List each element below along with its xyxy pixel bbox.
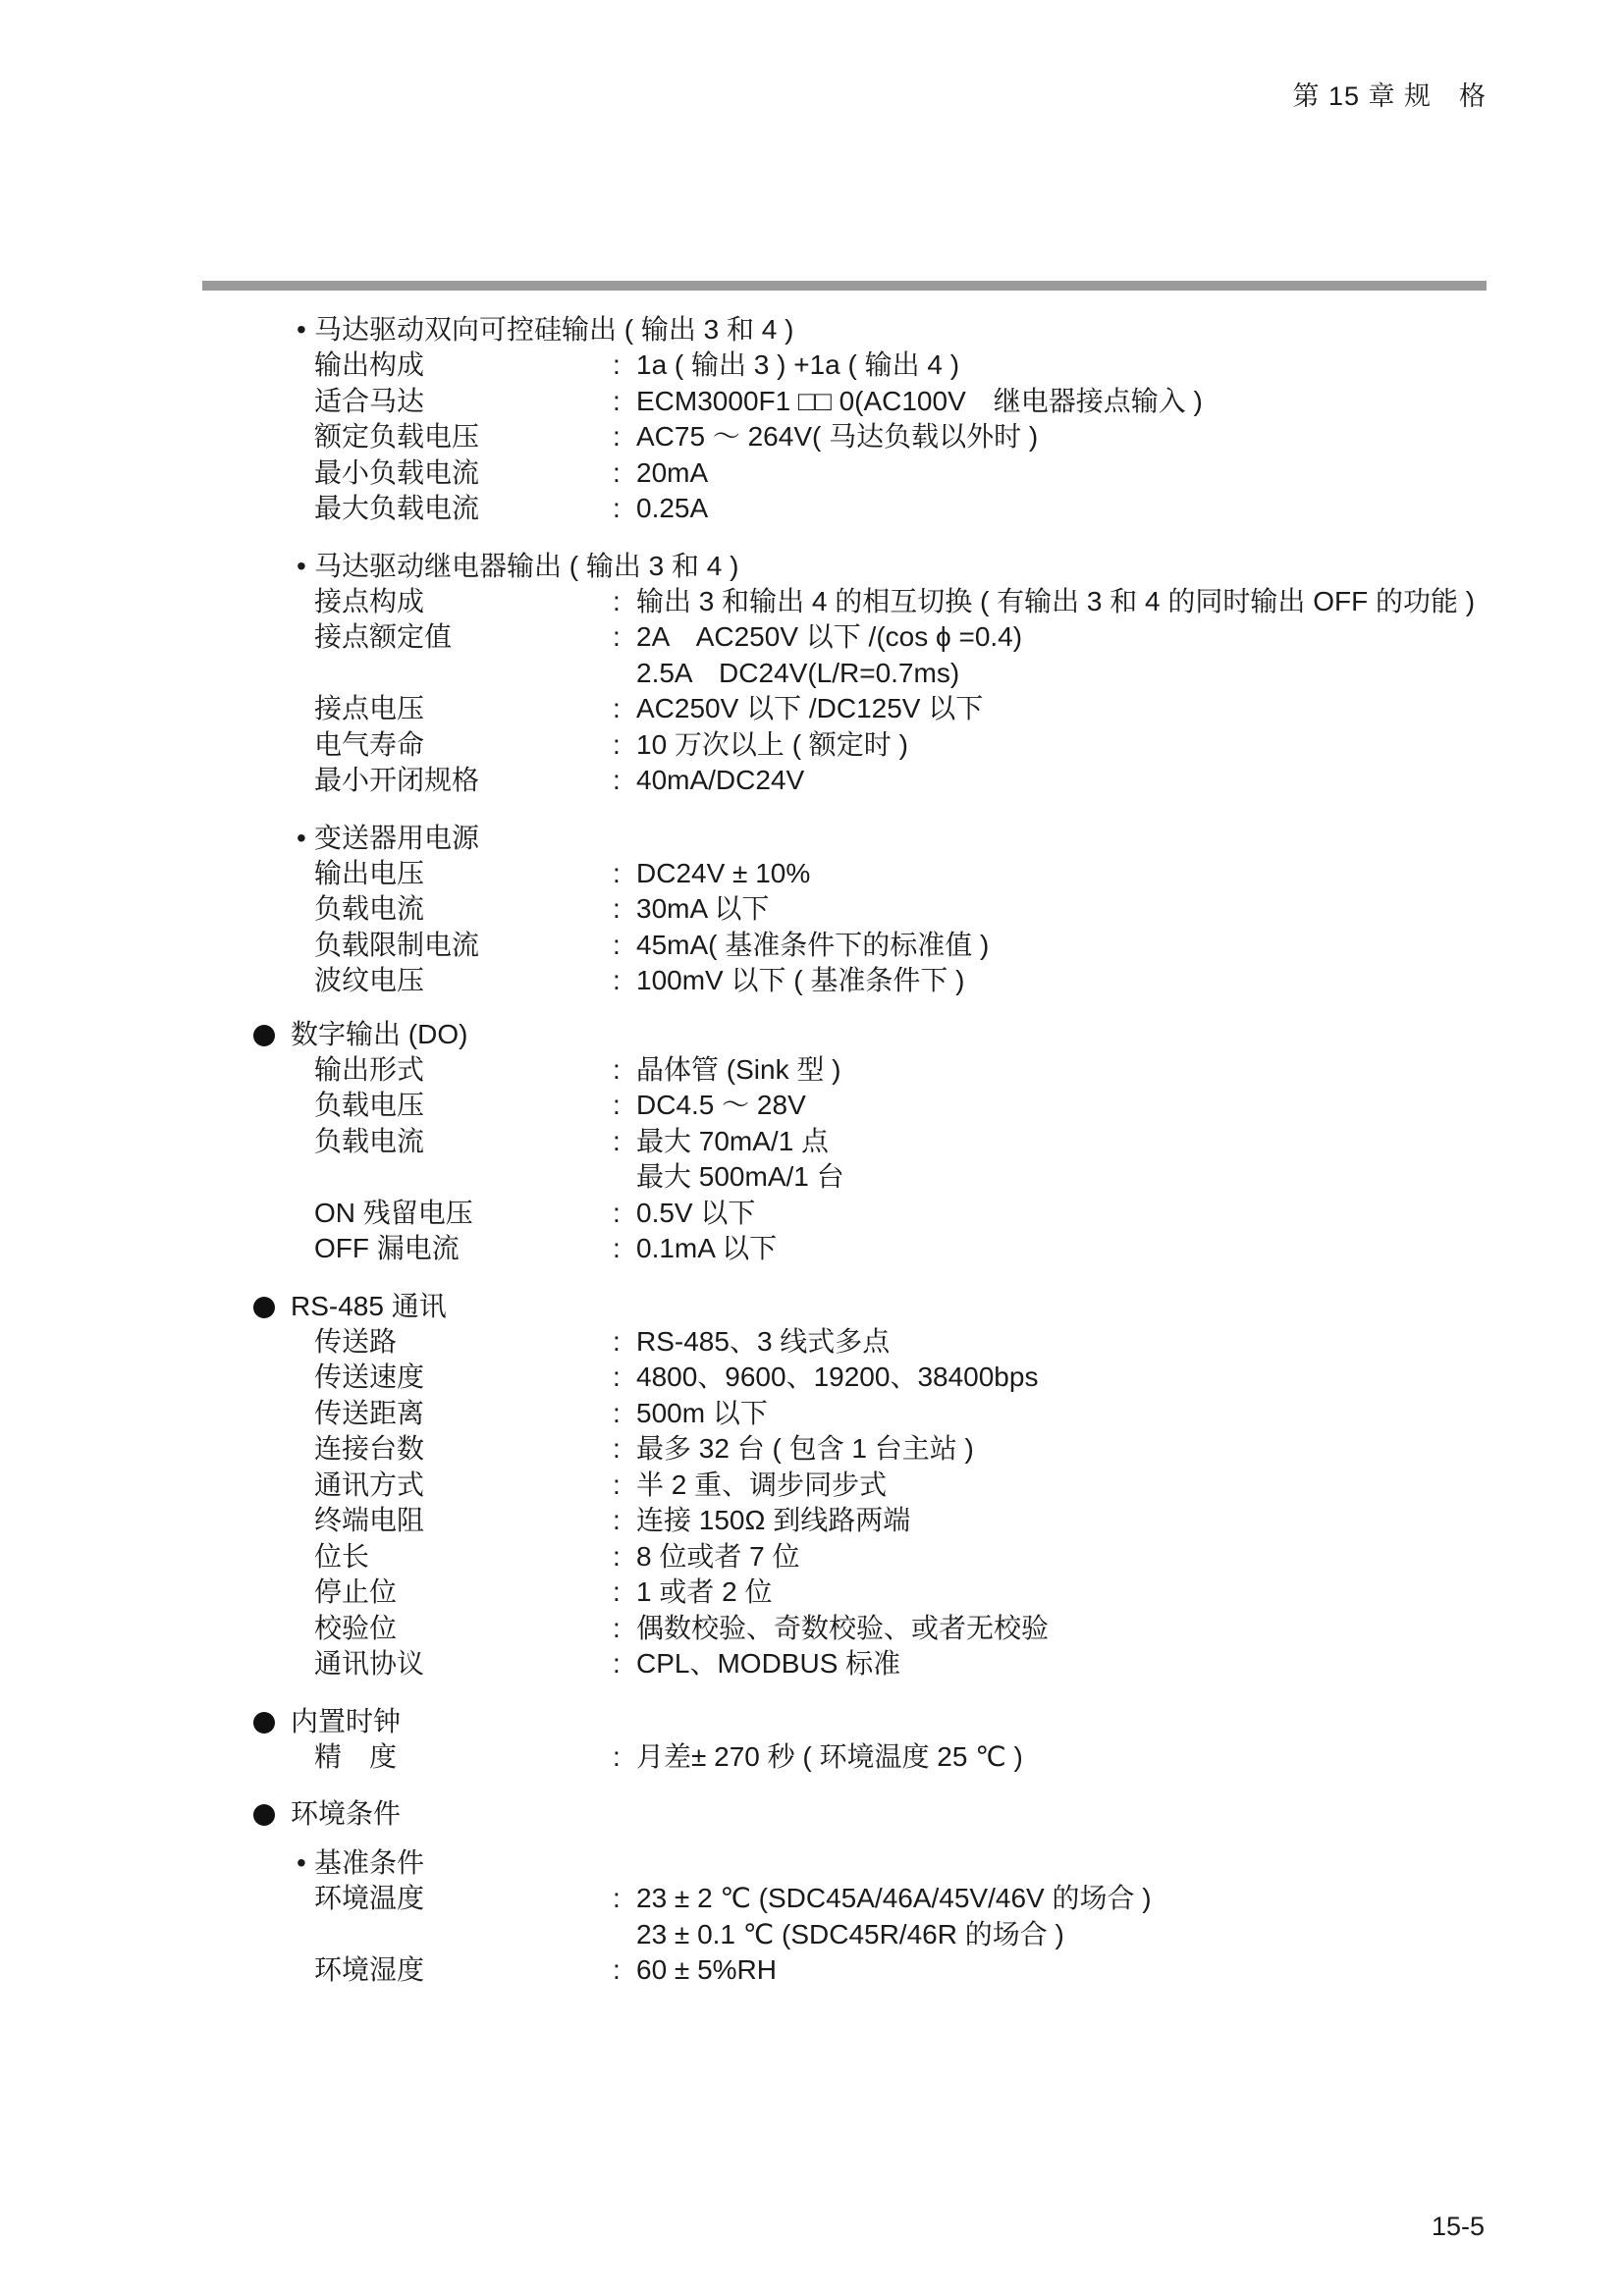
spec-value-line: 输出 3 和输出 4 的相互切换 ( 有输出 3 和 4 的同时输出 OFF 的功能 ) bbox=[636, 585, 1476, 616]
spec-value-line: 45mA( 基准条件下的标准值 ) bbox=[636, 929, 990, 960]
bullet-small-icon: • bbox=[297, 550, 306, 581]
spec-row bbox=[0, 1539, 1624, 1575]
spec-value-line: 23 ± 0.1 ℃ (SDC45R/46R 的场合 ) bbox=[636, 1918, 1064, 1949]
spec-label: 输出电压 bbox=[314, 857, 425, 888]
spec-row bbox=[0, 1468, 1624, 1504]
spec-label: 精 度 bbox=[314, 1740, 398, 1772]
spec-label: ON 残留电压 bbox=[314, 1197, 473, 1228]
spec-value bbox=[636, 727, 1624, 764]
spec-value bbox=[636, 1431, 1624, 1468]
bullet-small-icon: • bbox=[297, 1847, 306, 1878]
section-gap bbox=[0, 527, 1624, 549]
spec-value bbox=[636, 891, 1624, 928]
section-title: 内置时钟 bbox=[291, 1705, 402, 1736]
spec-row bbox=[0, 727, 1624, 764]
section-gap bbox=[0, 999, 1624, 1017]
main-section-heading bbox=[0, 1796, 1624, 1832]
spec-value-line: 100mV 以下 ( 基准条件下 ) bbox=[636, 965, 965, 995]
spec-value-line: 0.1mA 以下 bbox=[636, 1233, 778, 1263]
spec-label: 负载电流 bbox=[314, 893, 425, 924]
sub-section bbox=[0, 312, 1624, 527]
spec-value bbox=[636, 1739, 1624, 1776]
spec-value bbox=[636, 455, 1624, 492]
spec-value-line: 8 位或者 7 位 bbox=[636, 1540, 800, 1572]
spec-value bbox=[636, 1468, 1624, 1504]
spec-value-line: 20mA bbox=[636, 456, 709, 488]
spec-label: 环境温度 bbox=[314, 1883, 425, 1913]
spec-value bbox=[636, 691, 1624, 727]
spec-label: 接点电压 bbox=[314, 693, 425, 723]
section-title: 马达驱动双向可控硅输出 ( 输出 3 和 4 ) bbox=[314, 314, 794, 345]
spec-row bbox=[0, 963, 1624, 999]
spec-row bbox=[0, 928, 1624, 964]
spec-value-line: 500m 以下 bbox=[636, 1397, 768, 1428]
spec-value-line: 2.5A DC24V(L/R=0.7ms) bbox=[636, 657, 960, 688]
sub-section bbox=[0, 821, 1624, 999]
spec-value bbox=[636, 856, 1624, 892]
spec-colon: : bbox=[613, 585, 621, 616]
main-section bbox=[0, 1704, 1624, 1776]
spec-row bbox=[0, 1575, 1624, 1611]
spec-colon: : bbox=[613, 493, 621, 523]
spec-value bbox=[636, 1646, 1624, 1682]
spec-value-line: 半 2 重、调步同步式 bbox=[636, 1468, 888, 1500]
spec-content bbox=[0, 312, 1624, 1989]
spec-row bbox=[0, 1503, 1624, 1539]
spec-label: OFF 漏电流 bbox=[314, 1233, 460, 1263]
section-title: 环境条件 bbox=[291, 1798, 402, 1829]
spec-row bbox=[0, 1124, 1624, 1196]
spec-label: 传送速度 bbox=[314, 1362, 425, 1392]
spec-label: 负载电流 bbox=[314, 1125, 425, 1156]
spec-value bbox=[636, 584, 1624, 620]
section-gap bbox=[0, 1267, 1624, 1289]
spec-colon: : bbox=[613, 1883, 621, 1913]
spec-label: 波纹电压 bbox=[314, 965, 425, 995]
spec-value-line: 月差± 270 秒 ( 环境温度 25 ℃ ) bbox=[636, 1740, 1023, 1772]
spec-value bbox=[636, 1360, 1624, 1396]
sub-section-heading bbox=[0, 312, 1624, 347]
spec-value-line: 最大 70mA/1 点 bbox=[636, 1125, 830, 1156]
spec-value-line: 1a ( 输出 3 ) +1a ( 输出 4 ) bbox=[636, 349, 960, 380]
spec-row bbox=[0, 891, 1624, 928]
spec-value-line: DC24V ± 10% bbox=[636, 857, 811, 888]
spec-value-line: 30mA 以下 bbox=[636, 893, 770, 924]
spec-colon: : bbox=[613, 1648, 621, 1679]
spec-colon: : bbox=[613, 1540, 621, 1572]
spec-value-line: RS-485、3 线式多点 bbox=[636, 1325, 891, 1357]
spec-colon: : bbox=[613, 765, 621, 795]
spec-colon: : bbox=[613, 1090, 621, 1120]
spec-row bbox=[0, 1231, 1624, 1267]
spec-label: 传送路 bbox=[314, 1325, 398, 1357]
spec-row bbox=[0, 491, 1624, 527]
spec-colon: : bbox=[613, 893, 621, 924]
main-section-heading bbox=[0, 1017, 1624, 1052]
spec-label: 接点额定值 bbox=[314, 621, 453, 652]
spec-row bbox=[0, 584, 1624, 620]
spec-row bbox=[0, 347, 1624, 384]
spec-colon: : bbox=[613, 349, 621, 380]
spec-colon: : bbox=[613, 1505, 621, 1535]
spec-colon: : bbox=[613, 728, 621, 760]
sub-section bbox=[0, 1845, 1624, 1989]
sub-section-heading bbox=[0, 821, 1624, 856]
spec-colon: : bbox=[613, 1576, 621, 1607]
spec-value-line: 最多 32 台 ( 包含 1 台主站 ) bbox=[636, 1433, 974, 1464]
spec-value bbox=[636, 1231, 1624, 1267]
spec-value-line: 4800、9600、19200、38400bps bbox=[636, 1362, 1039, 1392]
main-section bbox=[0, 1796, 1624, 1832]
top-rule bbox=[202, 281, 1487, 291]
main-section-heading bbox=[0, 1704, 1624, 1739]
spec-colon: : bbox=[613, 1433, 621, 1464]
spec-colon: : bbox=[613, 1468, 621, 1500]
spec-colon: : bbox=[613, 1740, 621, 1772]
spec-value-line: 晶体管 (Sink 型 ) bbox=[636, 1053, 841, 1085]
spec-value-line: DC4.5 ～ 28V bbox=[636, 1090, 806, 1120]
spec-value bbox=[636, 1952, 1624, 1989]
spec-value bbox=[636, 1396, 1624, 1432]
spec-value bbox=[636, 347, 1624, 384]
spec-label: 负载电压 bbox=[314, 1090, 425, 1120]
spec-value bbox=[636, 491, 1624, 527]
spec-value-line: 60 ± 5%RH bbox=[636, 1954, 777, 1985]
spec-value bbox=[636, 1196, 1624, 1232]
spec-value bbox=[636, 619, 1624, 691]
spec-colon: : bbox=[613, 456, 621, 488]
spec-colon: : bbox=[613, 1362, 621, 1392]
spec-row bbox=[0, 1952, 1624, 1989]
spec-label: 最小负载电流 bbox=[314, 456, 480, 488]
spec-value-line: ECM3000F1 □□ 0(AC100V 继电器接点输入 ) bbox=[636, 385, 1203, 416]
spec-row bbox=[0, 763, 1624, 799]
spec-row bbox=[0, 1052, 1624, 1089]
spec-value bbox=[636, 963, 1624, 999]
bullet-dot-icon bbox=[253, 1297, 275, 1318]
spec-row bbox=[0, 691, 1624, 727]
spec-row bbox=[0, 1088, 1624, 1124]
spec-value bbox=[636, 1124, 1624, 1196]
section-gap bbox=[0, 1775, 1624, 1796]
spec-colon: : bbox=[613, 1053, 621, 1085]
spec-row bbox=[0, 1646, 1624, 1682]
spec-row bbox=[0, 1881, 1624, 1952]
sub-section bbox=[0, 549, 1624, 799]
section-title: 基准条件 bbox=[314, 1847, 425, 1878]
spec-row bbox=[0, 619, 1624, 691]
bullet-dot-icon bbox=[253, 1804, 275, 1826]
spec-value bbox=[636, 1503, 1624, 1539]
spec-colon: : bbox=[613, 421, 621, 452]
spec-row bbox=[0, 1324, 1624, 1361]
spec-label: 校验位 bbox=[314, 1612, 398, 1643]
spec-value bbox=[636, 763, 1624, 799]
spec-label: 接点构成 bbox=[314, 585, 425, 616]
spec-label: 输出形式 bbox=[314, 1053, 425, 1085]
section-title: RS-485 通讯 bbox=[291, 1290, 447, 1321]
spec-value-line: CPL、MODBUS 标准 bbox=[636, 1648, 901, 1679]
spec-colon: : bbox=[613, 929, 621, 960]
spec-row bbox=[0, 1431, 1624, 1468]
spec-label: 通讯方式 bbox=[314, 1468, 425, 1500]
bullet-dot-icon bbox=[253, 1712, 275, 1734]
spec-row bbox=[0, 384, 1624, 420]
page-number: 15-5 bbox=[1431, 2212, 1485, 2241]
spec-label: 环境湿度 bbox=[314, 1954, 425, 1985]
spec-label: 位长 bbox=[314, 1540, 370, 1572]
spec-label: 连接台数 bbox=[314, 1433, 425, 1464]
spec-label: 最小开闭规格 bbox=[314, 765, 480, 795]
spec-row bbox=[0, 1196, 1624, 1232]
spec-colon: : bbox=[613, 621, 621, 652]
spec-colon: : bbox=[613, 693, 621, 723]
spec-row bbox=[0, 1360, 1624, 1396]
sub-section-heading bbox=[0, 549, 1624, 584]
spec-label: 传送距离 bbox=[314, 1397, 425, 1428]
spec-value-line: 1 或者 2 位 bbox=[636, 1576, 773, 1607]
spec-value bbox=[636, 1539, 1624, 1575]
spec-value-line: 连接 150Ω 到线路两端 bbox=[636, 1505, 911, 1535]
bullet-small-icon: • bbox=[297, 314, 306, 345]
spec-value-line: 最大 500mA/1 台 bbox=[636, 1161, 844, 1192]
spec-label: 电气寿命 bbox=[314, 728, 425, 760]
spec-value bbox=[636, 1052, 1624, 1089]
spec-value-line: 23 ± 2 ℃ (SDC45A/46A/45V/46V 的场合 ) bbox=[636, 1883, 1152, 1913]
spec-row bbox=[0, 1611, 1624, 1647]
spec-value bbox=[636, 384, 1624, 420]
spec-colon: : bbox=[613, 1397, 621, 1428]
spec-label: 终端电阻 bbox=[314, 1505, 425, 1535]
spec-row bbox=[0, 856, 1624, 892]
sub-section-heading bbox=[0, 1845, 1624, 1881]
spec-colon: : bbox=[613, 385, 621, 416]
section-title: 数字输出 (DO) bbox=[291, 1018, 468, 1049]
main-section bbox=[0, 1017, 1624, 1267]
spec-label: 适合马达 bbox=[314, 385, 425, 416]
section-gap bbox=[0, 1682, 1624, 1704]
spec-row bbox=[0, 1739, 1624, 1776]
spec-colon: : bbox=[613, 857, 621, 888]
spec-label: 停止位 bbox=[314, 1576, 398, 1607]
spec-value bbox=[636, 928, 1624, 964]
spec-label: 通讯协议 bbox=[314, 1648, 425, 1679]
spec-value-line: 偶数校验、奇数校验、或者无校验 bbox=[636, 1612, 1050, 1643]
spec-label: 额定负载电压 bbox=[314, 421, 480, 452]
spec-colon: : bbox=[613, 1233, 621, 1263]
spec-value bbox=[636, 1088, 1624, 1124]
spec-value bbox=[636, 1575, 1624, 1611]
spec-value-line: AC250V 以下 /DC125V 以下 bbox=[636, 693, 984, 723]
spec-value-line: 40mA/DC24V bbox=[636, 765, 805, 795]
bullet-dot-icon bbox=[253, 1025, 275, 1046]
spec-label: 最大负载电流 bbox=[314, 493, 480, 523]
spec-label: 负载限制电流 bbox=[314, 929, 480, 960]
spec-colon: : bbox=[613, 1612, 621, 1643]
section-gap bbox=[0, 799, 1624, 821]
spec-colon: : bbox=[613, 1197, 621, 1228]
spec-value bbox=[636, 419, 1624, 455]
spec-value bbox=[636, 1881, 1624, 1952]
spec-colon: : bbox=[613, 1954, 621, 1985]
section-gap bbox=[0, 1832, 1624, 1845]
spec-colon: : bbox=[613, 1125, 621, 1156]
section-title: 马达驱动继电器输出 ( 输出 3 和 4 ) bbox=[314, 550, 739, 581]
spec-value-line: 10 万次以上 ( 额定时 ) bbox=[636, 728, 908, 760]
spec-row bbox=[0, 455, 1624, 492]
spec-colon: : bbox=[613, 1325, 621, 1357]
chapter-header: 第 15 章 规 格 bbox=[1292, 81, 1487, 111]
main-section-heading bbox=[0, 1289, 1624, 1324]
section-title: 变送器用电源 bbox=[314, 822, 480, 853]
spec-row bbox=[0, 1396, 1624, 1432]
spec-value-line: 2A AC250V 以下 /(cos ϕ =0.4) bbox=[636, 621, 1023, 652]
spec-colon: : bbox=[613, 965, 621, 995]
bullet-small-icon: • bbox=[297, 822, 306, 853]
spec-value-line: 0.5V 以下 bbox=[636, 1197, 756, 1228]
spec-value bbox=[636, 1611, 1624, 1647]
spec-value-line: AC75 ～ 264V( 马达负载以外时 ) bbox=[636, 421, 1039, 452]
spec-value-line: 0.25A bbox=[636, 493, 709, 523]
spec-label: 输出构成 bbox=[314, 349, 425, 380]
spec-value bbox=[636, 1324, 1624, 1361]
main-section bbox=[0, 1289, 1624, 1682]
spec-row bbox=[0, 419, 1624, 455]
